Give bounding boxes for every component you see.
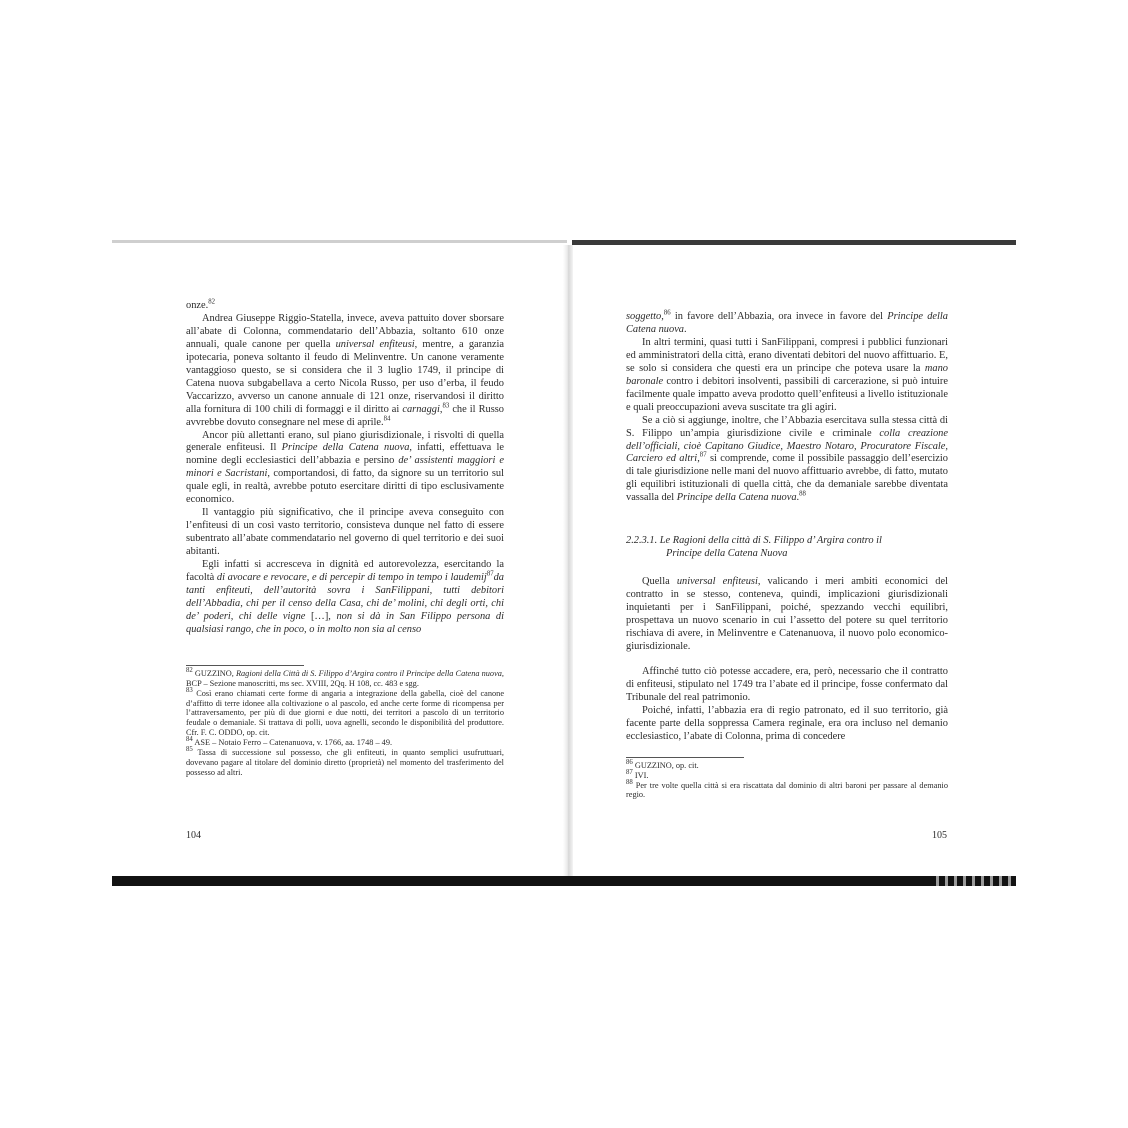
footnote-ref: 88: [626, 778, 633, 786]
italic-run: universal enfiteusi: [335, 338, 415, 350]
italic-run: colla creazione dell’officiali, cioè Capitano Giudice, Maestro Notaro, Procuratore Fiscale, Carciero ed altri: [626, 427, 948, 465]
italic-run: soggetto: [626, 311, 662, 322]
right-paragraph: Affinché tutto ciò potesse accadere, era, però, necessario che il contratto di enfiteusi, stipulato nel 1749 tra l’abate ed il principe, fosse confermato dal Tribunale del real patrimonio.: [626, 666, 948, 703]
right-paragraph: Quella universal enfiteusi, valicando i meri ambiti economici del contratto in se stesso, conteneva, quindi, implicazioni giurisdizionali inquietanti per i SanFilippani, poiché, spezzando vecchi equilibri, prospettava un nuovo scenario in cui l’assetto del potere su quel territorio rischiava di avere, in Melinventre e Catenanuova, il nuovo polo economico-giurisdizionale.: [626, 576, 948, 653]
section-heading-line1: 2.2.3.1. Le Ragioni della città di S. Filippo d’ Argira contro il: [626, 535, 882, 547]
footnote: $^{84}$ ASE – Notaio Ferro – Catenanuova, v. 1766, aa. 1748 – 49.: [186, 736, 393, 748]
footnote-ref: 87: [626, 768, 633, 776]
left-page: [186, 300, 504, 778]
footnote-ref: 82: [208, 298, 216, 306]
left-paragraph: Ancor più allettanti erano, sul piano giurisdizionale, i risvolti di quella generale enfiteusi. Il Principe della Catena nuova, infatti, effettuava le nomine degli ecclesiastici dell’abbazia e persino de’ assistenti maggiori e minori e Sacristani, comportandosi, di fatto, da signore su un territorio sul quale egli, in realtà, avrebbe potuto esercitare diritti di tipo esclusivamente economico.: [186, 429, 504, 506]
footnote-ref: 88: [799, 490, 806, 498]
page-number-right: 105: [932, 830, 947, 841]
footnote-ref: 86: [626, 758, 633, 766]
footnote-ref: 84: [383, 415, 391, 423]
italic-run: mano baronale: [626, 362, 948, 387]
footnote: $^{85}$ Tassa di successione sul possesso, che gli enfiteuti, in quanto semplici usufruttuari, dovevano pagare al titolare del dominio diretto (proprietà) nel momento del trasferimento del possesso ad altri.: [186, 746, 504, 777]
right-paragraph: In altri termini, quasi tutti i SanFilippani, compresi i pubblici funzionari ed amministratori della città, erano diventati debitori del nuovo affittuario. E, se solo si considera che questi era un principe che poteva usare la mano baronale contro i debitori insolventi, passibili di carcerazione, si può intuire facilmente quale impatto aveva prodotto quell’enfiteusi a livello istituzionale e quali preoccupazioni aveva suscitate tra gli agiri.: [626, 336, 948, 413]
book-gutter: [563, 245, 573, 880]
scan-edge-top-left: [112, 240, 567, 243]
footnote-ref: 84: [186, 736, 193, 744]
italic-run: non si dà in San Filippo persona di qualsiasi rango, che in poco, o in molto non sia al censo: [186, 610, 504, 635]
footnote-ref: 83: [442, 402, 450, 410]
italic-run: universal enfiteusi: [676, 576, 758, 588]
right-body-top: [626, 311, 948, 505]
footnote-ref: 87: [699, 452, 707, 460]
italic-run: Principe della Catena nuova: [626, 311, 948, 335]
footnote: $^{87}$ IVI.: [626, 768, 649, 780]
italic-run: Principe della Catena nuova: [676, 492, 797, 504]
page-number-left: 104: [186, 830, 201, 841]
footnote-ref: 85: [186, 746, 193, 754]
italic-run: da tanti enfiteuti, dell’autorità sovra i SanFilippani, tutti debitori dell’Abbadia, chi per il censo della Casa, chi de’ molini, chi degli orti, chi de’ poderi, chi delle vigne: [186, 572, 504, 622]
italic-run: Principe della Catena nuova: [281, 442, 410, 454]
section-heading-line2: Principe della Catena Nuova: [666, 548, 788, 560]
italic-run: Ragioni della Città di S. Filippo d’Argira contro il Principe della Catena nuova: [235, 668, 502, 678]
left-paragraph: Egli infatti si accresceva in dignità ed autorevolezza, esercitando la facoltà di avocare e revocare, e di percepir di tempo in tempo i laudemij$^{87}$da tanti enfiteuti, dell’autorità sovra i SanFilippani, tutti debitori dell’Abbadia, chi per il censo della Casa, chi de’ molini, chi degli orti, chi de’ poderi, chi delle vigne […], non si dà in San Filippo persona di qualsiasi rango, che in poco, o in molto non sia al censo: [186, 559, 504, 635]
right-footnotes: [626, 758, 948, 801]
left-paragraph: Il vantaggio più significativo, che il principe aveva conseguito con l’enfiteusi di un così vasto territorio, consisteva dunque nel fatto di essere subentrato all’abate commendatario nel governo di quel territorio e dei suoi abitanti.: [186, 507, 504, 558]
left-body: [186, 300, 504, 637]
right-paragraph: soggetto,$^{86}$ in favore dell’Abbazia, ora invece in favore del Principe della Catena nuova.: [626, 309, 948, 335]
footnote-rule: [186, 665, 304, 666]
scan-edge-top-right: [572, 240, 1016, 245]
footnote-ref: 82: [186, 667, 193, 675]
footnote: $^{83}$ Così erano chiamati certe forme di angaria a integrazione della gabella, cioè del canone d’affitto di terre idonee alla coltivazione o al pascolo, ed anche certe forme di ricompensa per l’attraversamento, per più di due giorni e due notti, dei territori a pascolo di un territorio feudale o demaniale. Si trattava di polli, uova agnelli, secondo le disponibilità del produttore. Cfr. F. C. ODDO, op. cit.: [186, 686, 504, 738]
footnote-ref: 83: [186, 686, 193, 694]
italic-run: di avocare e revocare, e di percepir di tempo in tempo i laudemij: [216, 572, 487, 584]
right-body-bottom: [626, 576, 948, 743]
left-footnotes: [186, 669, 504, 778]
right-paragraph: Poiché, infatti, l’abbazia era di regio patronato, ed il suo territorio, già facente parte della soppressa Camera reginale, era ora incluso nel demanio ecclesiastico, l’abate di Colonna, prima di concedere: [626, 704, 948, 742]
italic-run: carnaggi: [402, 403, 440, 415]
footnote-ref: 86: [663, 309, 671, 317]
footnote-rule: [626, 757, 744, 758]
left-paragraph: Andrea Giuseppe Riggio-Statella, invece, aveva pattuito dover sborsare all’abate di Colonna, commendatario dell’Abbazia, soltanto 610 onze annuali, quale canone per quella universal enfiteusi, mentre, a garanzia ipotecaria, poneva soltanto il feudo di Melinventre. Un canone veramente vantaggioso questo, se si considera che il 3 luglio 1749, il principe di Catena nuova subgabellava a certo Nicola Russo, per uso d’erba, il feudo Vaccarizzo, avverso un canone annuale di 121 onze, riservandosi il diritto alla fornitura di 100 chili di formaggi e il diritto ai carnaggi,$^{83}$ che il Russo avvrebbe dovuto consegnare nel mese di aprile.$^{84}$: [186, 312, 504, 428]
scan-edge-bottom: [112, 876, 1016, 886]
italic-run: de’ assistenti maggiori e minori e Sacristani: [186, 455, 504, 480]
right-paragraph: Se a ciò si aggiunge, inoltre, che l’Abbazia esercitava sulla stessa città di S. Filippo un’ampia giurisdizione civile e criminale colla creazione dell’officiali, cioè Capitano Giudice, Maestro Notaro, Procuratore Fiscale, Carciero ed altri,$^{87}$ si comprende, come il possibile passaggio dell’esercizio di tale giurisdizione nelle mani del nuovo affittuario avrebbe, di fatto, mutato gli equilibri istituzionali di quella città, che da demaniale sarebbe diventata vassalla del Principe della Catena nuova.$^{88}$: [626, 414, 948, 504]
section-heading: [626, 534, 948, 560]
footnote: $^{88}$ Per tre volte quella città si era riscattata dal dominio di altri baroni per passare al demanio regio.: [626, 778, 948, 800]
footnote: $^{86}$ GUZZINO, op. cit.: [626, 758, 699, 770]
right-page: [626, 311, 948, 800]
left-paragraph: onze.$^{82}$: [186, 298, 216, 311]
footnote-ref: 87: [486, 570, 494, 578]
scan-edge-marks: [930, 876, 1016, 886]
footnote: $^{82}$ GUZZINO, Ragioni della Città di S. Filippo d’Argira contro il Principe della Catena nuova, BCP – Sezione manoscritti, ms sec. XVIII, 2Qq. H 108, cc. 483 e sgg.: [186, 667, 504, 688]
